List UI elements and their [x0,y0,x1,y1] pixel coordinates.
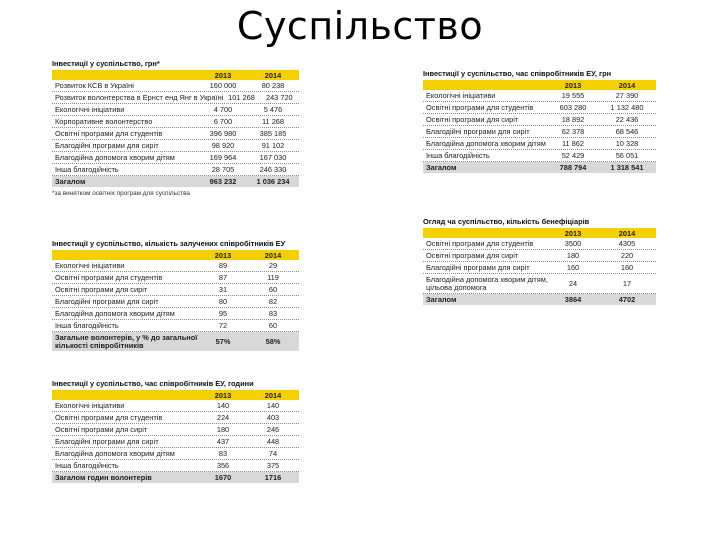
table-row [423,138,656,150]
row-label: Освітні програми для сиріт [426,251,519,261]
year-2013: 2013 [214,390,232,400]
total-row [52,176,299,187]
table-title: Інвестиції у суспільство, кількість залучених співробітників ЕУ [52,239,286,248]
table-row [423,90,656,102]
table-row [423,274,656,294]
total-row [423,162,656,173]
value-2014: 403 [266,413,280,423]
table-row [423,250,656,262]
value-2013: 6 700 [213,117,233,127]
value-2013: 31 [218,285,228,295]
table-title: Інвестиції у суспільство, час співробітників ЕУ, грн [423,69,612,78]
row-label: Освітні програми для сиріт [426,115,519,125]
table-header [423,228,656,238]
value-2013: 18 892 [561,115,585,125]
value-2014: 91 102 [261,141,285,151]
table-header [52,250,299,260]
value-2013: 160 [566,263,580,273]
table-title: Огляд ча суспільство, кількість бенефіціарів [423,217,590,226]
row-label: Загалом [55,177,86,187]
value-2013: 180 [216,425,230,435]
table-header [423,80,656,90]
employees-count-table [52,240,299,351]
value-2013: 603 280 [559,103,587,113]
row-label: Освітні програми для студентів [55,413,163,423]
table-row [423,150,656,162]
row-label: Екологічні ініціативи [55,105,125,115]
row-label: Освітні програми для студентів [426,103,534,113]
row-label: Освітні програми для студентів [426,239,534,249]
value-2014: 5 476 [263,105,283,115]
value-2013: 87 [218,273,228,283]
value-2013: 963 232 [209,177,237,187]
value-2014: 246 330 [259,165,287,175]
value-2013: 224 [216,413,230,423]
value-2014: 74 [268,449,278,459]
table-row [52,116,299,128]
table-row [52,320,299,332]
beneficiaries-table [423,218,656,305]
row-label: Благодійна допомога хворим дітям [55,309,175,319]
value-2014: 220 [620,251,634,261]
investments-uah-table [52,60,299,198]
row-label: Екологічні ініціативи [426,91,496,101]
value-2013: 437 [216,437,230,447]
value-2013: 160 000 [209,81,237,91]
table-row [423,102,656,114]
row-label: Загалом годин волонтерів [55,473,152,483]
row-label: Розвиток волонтерства в Ернст енд Янг в Україні [55,93,224,103]
row-label: Інша благодійність [426,151,490,161]
value-2013: 83 [218,449,228,459]
year-2014: 2014 [618,80,636,90]
row-label: Освітні програми для студентів [55,129,163,139]
year-2013: 2013 [214,70,232,80]
value-2014: 140 [266,401,280,411]
value-2013: 169 964 [209,153,237,163]
year-2014: 2014 [264,250,282,260]
year-2013: 2013 [214,250,232,260]
row-label: Благодійні програми для сиріт [55,437,159,447]
row-label: Екологічні ініціативи [55,401,125,411]
value-2013: 28 705 [211,165,235,175]
year-2014: 2014 [618,228,636,238]
value-2014: 17 [622,279,632,289]
table-header [52,70,299,80]
row-label: Благодійна допомога хворим дітям [55,153,175,163]
table-row [52,128,299,140]
value-2014: 60 [268,285,278,295]
row-label: Освітні програми для студентів [55,273,163,283]
value-2013: 80 [218,297,228,307]
value-2013: 89 [218,261,228,271]
value-2013: 180 [566,251,580,261]
table-row [52,260,299,272]
slide-title: Суспільство [236,4,484,48]
table-row [52,140,299,152]
year-2014: 2014 [264,390,282,400]
total-row [52,332,299,351]
value-2014: 1716 [264,473,282,483]
value-2014: 80 238 [261,81,285,91]
row-label: Загальне волонтерів, у % до загальної кількості співробітників [55,332,198,350]
table-row [52,104,299,116]
table-row [52,308,299,320]
value-2014: 22 436 [615,115,639,125]
value-2013: 396 980 [209,129,237,139]
value-2014: 1 036 234 [256,177,290,187]
table-footnote: *за винятком освітніх програм для суспільства [52,190,190,198]
value-2014: 448 [266,437,280,447]
value-2013: 11 862 [561,139,585,149]
row-label: Освітні програми для сиріт [55,285,148,295]
table-row [423,238,656,250]
row-label: Загалом [426,295,457,305]
value-2014: 119 [267,273,279,283]
table-header [52,390,299,400]
table-row [423,262,656,274]
row-label: Благодійні програми для сиріт [55,297,159,307]
table-row [52,296,299,308]
table-row [52,152,299,164]
table-row [423,126,656,138]
employees-time-uah-table [423,70,656,173]
table-title: Інвестиції у суспільство, грн* [52,59,160,68]
table-row [52,400,299,412]
value-2014: 385 185 [259,129,287,139]
value-2013: 19 555 [561,91,585,101]
value-2013: 98 920 [211,141,235,151]
value-2013: 788 794 [559,163,587,173]
value-2013: 356 [216,461,230,471]
value-2013: 140 [216,401,230,411]
table-row [52,412,299,424]
value-2014: 160 [620,263,634,273]
row-label: Освітні програми для сиріт [55,425,148,435]
value-2014: 4702 [618,295,636,305]
value-2014: 375 [266,461,280,471]
table-row [423,114,656,126]
total-row [52,472,299,483]
year-2014: 2014 [264,70,282,80]
table-row [52,436,299,448]
value-2013: 24 [568,279,578,289]
value-2013: 4 700 [213,105,233,115]
table-row [52,424,299,436]
row-label: Загалом [426,163,457,173]
value-2013: 57% [215,337,231,347]
table-row [52,284,299,296]
value-2014: 11 268 [261,117,285,127]
row-label: Благодійна допомога хворим дітям, цільова допомога [426,274,548,292]
value-2013: 62 378 [561,127,585,137]
row-label: Інша благодійність [55,461,119,471]
row-label: Корпоративне волонтерство [55,117,153,127]
value-2014: 68 546 [615,127,639,137]
value-2014: 29 [268,261,278,271]
value-2014: 83 [268,309,278,319]
value-2013: 3864 [564,295,582,305]
value-2014: 4305 [618,239,636,249]
table-row [52,460,299,472]
value-2014: 246 [266,425,280,435]
value-2013: 3500 [564,239,582,249]
table-row [52,448,299,460]
year-2013: 2013 [564,80,582,90]
value-2014: 243 720 [265,93,293,103]
row-label: Інша благодійність [55,321,119,331]
row-label: Благодійна допомога хворим дітям [426,139,546,149]
table-row [52,80,299,92]
value-2013: 95 [218,309,228,319]
value-2013: 52 429 [561,151,585,161]
value-2014: 1 318 541 [610,163,644,173]
row-label: Благодійні програми для сиріт [426,127,530,137]
employees-hours-table [52,380,299,483]
value-2013: 72 [218,321,228,331]
value-2014: 58% [265,337,281,347]
row-label: Благодійні програми для сиріт [55,141,159,151]
row-label: Благодійні програми для сиріт [426,263,530,273]
year-2013: 2013 [564,228,582,238]
value-2013: 101 268 [228,93,255,103]
value-2014: 82 [268,297,278,307]
table-row [52,164,299,176]
row-label: Інша благодійність [55,165,119,175]
value-2014: 60 [268,321,278,331]
table-row [52,272,299,284]
value-2014: 56 051 [615,151,639,161]
value-2014: 167 030 [259,153,287,163]
value-2014: 1 132 480 [610,103,644,113]
value-2014: 27 390 [615,91,639,101]
table-title: Інвестиції у суспільство, час співробітників ЕУ, години [52,379,254,388]
value-2014: 10 328 [615,139,639,149]
row-label: Благодійна допомога хворим дітям [55,449,175,459]
row-label: Розвиток КСВ в Україні [55,81,134,91]
value-2013: 1670 [214,473,232,483]
total-row [423,294,656,305]
row-label: Екологічні ініціативи [55,261,125,271]
table-row [52,92,299,104]
